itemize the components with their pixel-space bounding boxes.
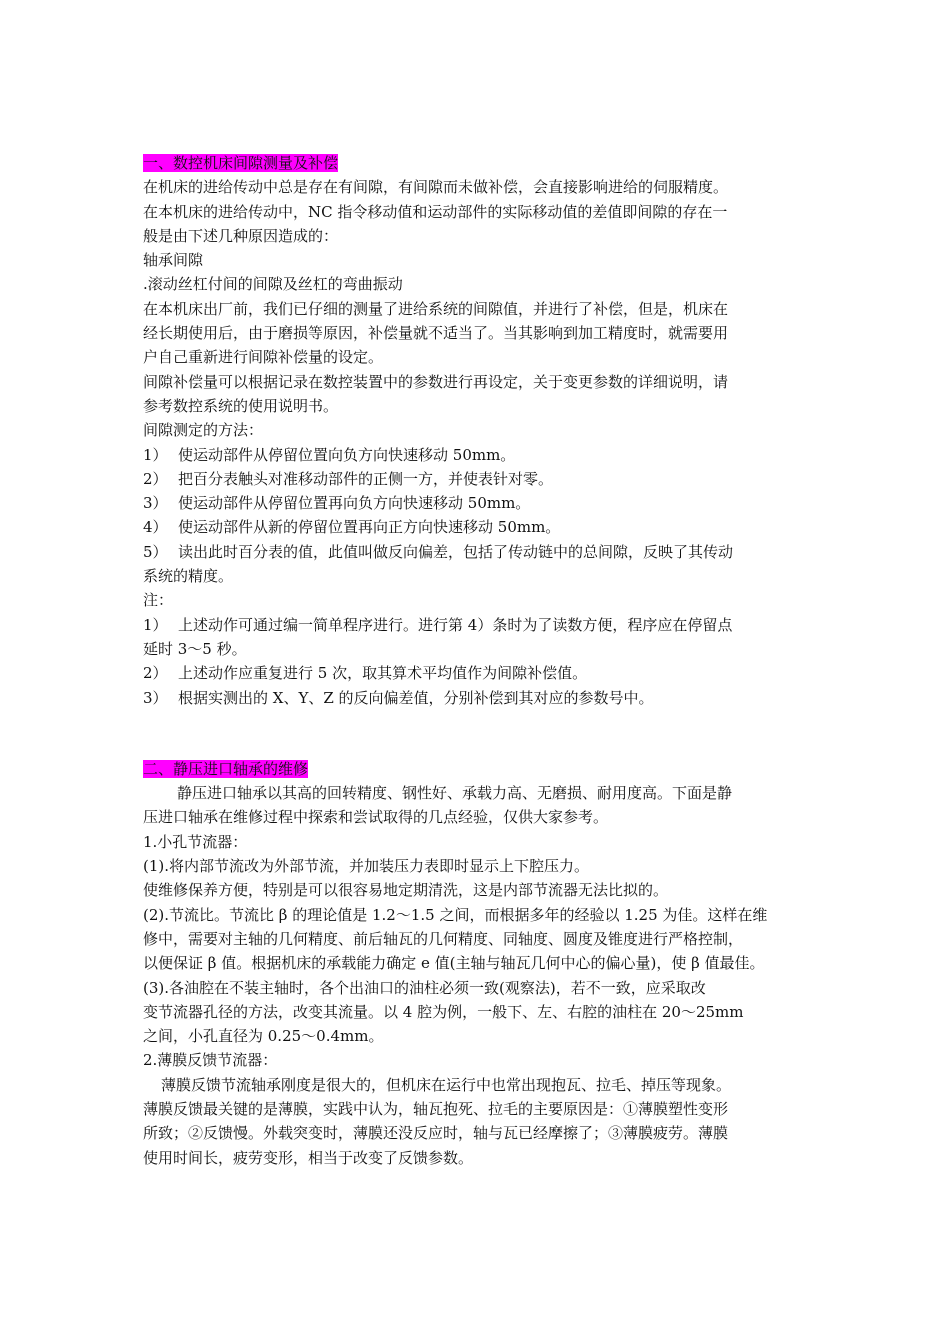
list-number: 4） xyxy=(143,518,168,537)
paragraph: 在本机床出厂前，我们已仔细的测量了进给系统的间隙值，并进行了补偿，但是，机床在 xyxy=(143,299,729,318)
list-number: 2） xyxy=(143,469,168,488)
list-item xyxy=(143,540,813,564)
list-text: 把百分表触头对准移动部件的正侧一方，并使表针对零。 xyxy=(178,469,554,488)
paragraph: 参考数控系统的使用说明书。 xyxy=(143,396,339,415)
paragraph: (1).将内部节流改为外部节流，并加装压力表即时显示上下腔压力。 xyxy=(143,857,590,876)
list-item xyxy=(143,467,813,491)
paragraph: 使用时间长，疲劳变形，相当于改变了反馈参数。 xyxy=(143,1148,474,1167)
list-text: 使运动部件从新的停留位置再向正方向快速移动 50mm。 xyxy=(178,518,561,537)
note-text: 根据实测出的 X、Y、Z 的反向偏差值，分别补偿到其对应的参数号中。 xyxy=(178,688,654,707)
list-number: 1） xyxy=(143,445,168,464)
note-number: 1） xyxy=(143,615,168,634)
cause-item: 轴承间隙 xyxy=(143,251,204,270)
note-number: 3） xyxy=(143,688,168,707)
paragraph: 变节流器孔径的方法，改变其流量。以 4 腔为例，一般下、左、右腔的油柱在 20～25mm xyxy=(143,1002,744,1021)
paragraph: 般是由下述几种原因造成的： xyxy=(143,226,339,245)
subheading: 2.薄膜反馈节流器： xyxy=(143,1051,278,1070)
paragraph: 所致；②反馈慢。外载突变时，薄膜还没反应时，轴与瓦已经摩擦了；③薄膜疲劳。薄膜 xyxy=(143,1124,729,1143)
note-item-continued: 延时 3～5 秒。 xyxy=(143,639,247,658)
list-item-continued: 系统的精度。 xyxy=(143,567,234,586)
note-number: 2） xyxy=(143,664,168,683)
paragraph: 在本机床的进给传动中，NC 指令移动值和运动部件的实际移动值的差值即间隙的存在一 xyxy=(143,202,728,221)
paragraph: 压进口轴承在维修过程中探索和尝试取得的几点经验，仅供大家参考。 xyxy=(143,808,609,827)
paragraph: 静压进口轴承以其高的回转精度、钢性好、承载力高、无磨损、耐用度高。下面是静 xyxy=(177,784,733,803)
paragraph: 使维修保养方便，特别是可以很容易地定期清洗，这是内部节流器无法比拟的。 xyxy=(143,881,669,900)
note-item xyxy=(143,613,813,637)
list-text: 使运动部件从停留位置向负方向快速移动 50mm。 xyxy=(178,445,516,464)
highlighted-heading-text: 二、静压进口轴承的维修 xyxy=(143,759,309,778)
subheading: 1.小孔节流器： xyxy=(143,832,248,851)
paragraph: 在机床的进给传动中总是存在有间隙，有间隙而未做补偿，会直接影响进给的伺服精度。 xyxy=(143,178,729,197)
method-title: 间隙测定的方法： xyxy=(143,421,264,440)
list-number: 5） xyxy=(143,542,168,561)
paragraph: 薄膜反馈最关键的是薄膜，实践中认为，轴瓦抱死、拉毛的主要原因是：①薄膜塑性变形 xyxy=(143,1099,729,1118)
paragraph: (3).各油腔在不装主轴时，各个出油口的油柱必须一致(观察法)，若不一致，应采取改 xyxy=(143,978,706,997)
document-body xyxy=(143,151,813,1170)
highlighted-heading-text: 一、数控机床间隙测量及补偿 xyxy=(143,154,339,172)
list-number: 3） xyxy=(143,494,168,513)
note-item xyxy=(143,686,813,710)
list-text: 读出此时百分表的值，此值叫做反向偏差，包括了传动链中的总间隙，反映了其传动 xyxy=(178,542,734,561)
section-heading-1 xyxy=(143,151,813,175)
note-title: 注： xyxy=(143,591,174,610)
list-text: 使运动部件从停留位置再向负方向快速移动 50mm。 xyxy=(178,494,531,513)
paragraph: 之间，小孔直径为 0.25～0.4mm。 xyxy=(143,1027,384,1046)
paragraph: (2).节流比。节流比 β 的理论值是 1.2～1.5 之间，而根据多年的经验以 1.25 为佳。这样在维 xyxy=(143,905,768,924)
paragraph: 户自己重新进行间隙补偿量的设定。 xyxy=(143,348,384,367)
cause-item: .滚动丝杠付间的间隙及丝杠的弯曲振动 xyxy=(143,275,403,294)
note-text: 上述动作可通过编一简单程序进行。进行第 4）条时为了读数方便，程序应在停留点 xyxy=(178,615,733,634)
paragraph: 以便保证 β 值。根据机床的承载能力确定 e 值(主轴与轴瓦几何中心的偏心量)，使 β 值最佳。 xyxy=(143,954,765,973)
list-item xyxy=(143,515,813,539)
paragraph: 修中，需要对主轴的几何精度、前后轴瓦的几何精度、同轴度、圆度及锥度进行严格控制， xyxy=(143,929,744,948)
list-item xyxy=(143,443,813,467)
list-item xyxy=(143,491,813,515)
section-spacer xyxy=(143,710,813,757)
note-item xyxy=(143,661,813,685)
paragraph: 薄膜反馈节流轴承刚度是很大的，但机床在运行中也常出现抱瓦、拉毛、掉压等现象。 xyxy=(161,1075,732,1094)
note-text: 上述动作应重复进行 5 次，取其算术平均值作为间隙补偿值。 xyxy=(178,664,588,683)
paragraph: 间隙补偿量可以根据记录在数控装置中的参数进行再设定，关于变更参数的详细说明，请 xyxy=(143,372,729,391)
section-heading-2 xyxy=(143,757,813,781)
paragraph: 经长期使用后，由于磨损等原因，补偿量就不适当了。当其影响到加工精度时，就需要用 xyxy=(143,324,729,343)
